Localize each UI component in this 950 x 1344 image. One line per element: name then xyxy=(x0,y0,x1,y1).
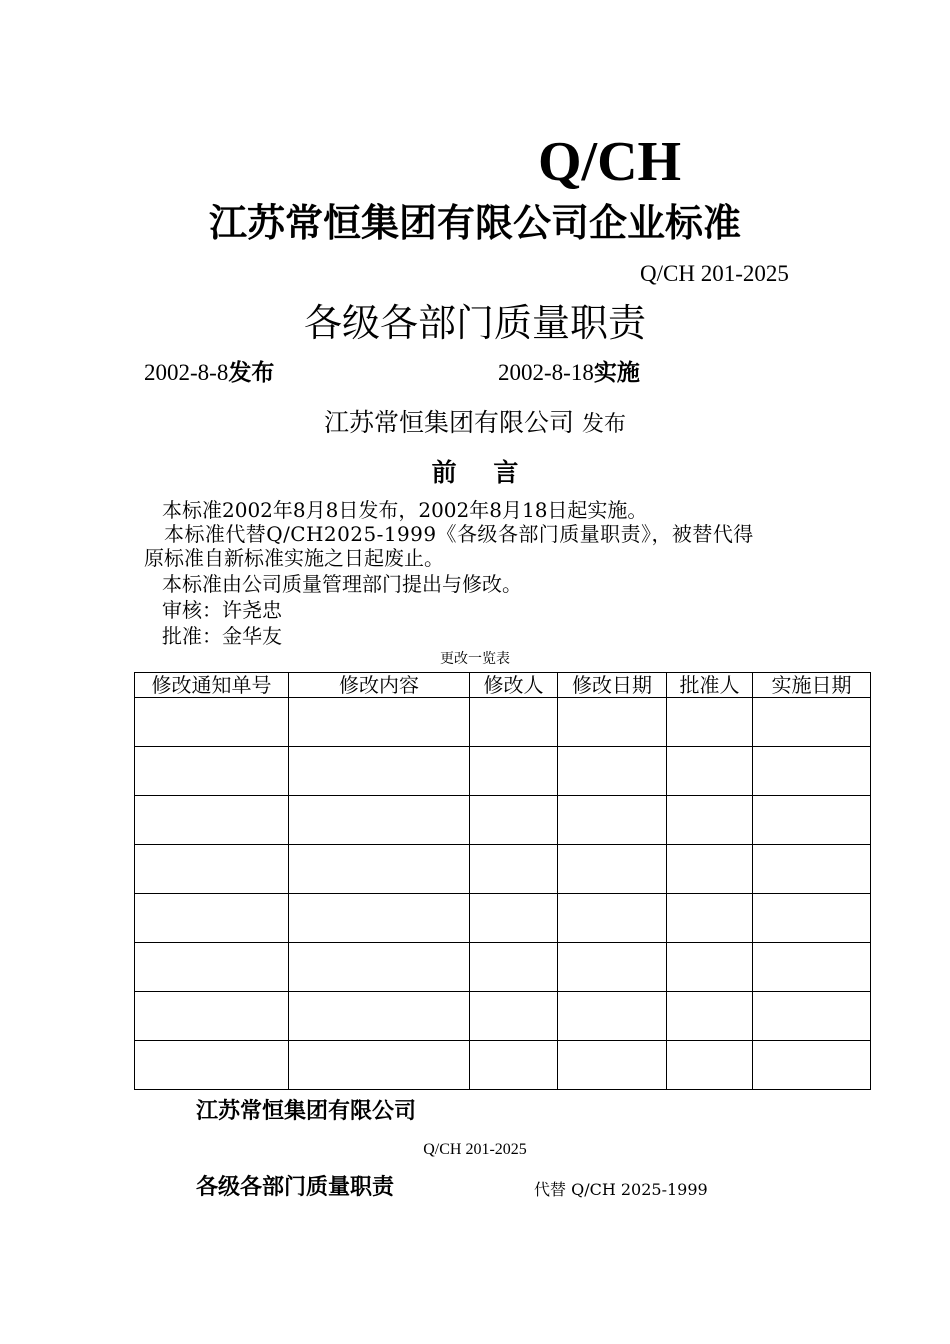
publish-date xyxy=(144,358,274,388)
company-standard-heading: 江苏常恒集团有限公司企业标准 xyxy=(208,201,741,245)
preface-line: 原标准自新标准实施之日起废止。 xyxy=(144,546,444,570)
table-cell xyxy=(289,1041,470,1090)
publisher-suffix: 发布 xyxy=(581,412,626,437)
table-row xyxy=(135,1041,871,1090)
column-header: 修改通知单号 xyxy=(135,673,289,698)
footer-title: 各级各部门质量职责 xyxy=(196,1175,395,1200)
preface-line: 本标准代替Q/CH2025-1999《各级各部门质量职责》，被替代得 xyxy=(164,522,754,546)
table-cell xyxy=(135,943,289,992)
table-cell xyxy=(667,943,753,992)
table-cell xyxy=(135,992,289,1041)
publisher-name: 江苏常恒集团有限公司 xyxy=(324,408,575,437)
table-cell xyxy=(753,747,871,796)
table-cell xyxy=(289,894,470,943)
column-header: 实施日期 xyxy=(753,673,871,698)
column-header: 修改人 xyxy=(470,673,558,698)
table-cell xyxy=(558,845,667,894)
table-cell xyxy=(289,992,470,1041)
table-cell xyxy=(470,747,558,796)
publish-date-value: 2002-8-8 xyxy=(144,360,229,385)
table-row xyxy=(135,796,871,845)
table-cell xyxy=(753,796,871,845)
footer-replaces: 代替 Q/CH 2025-1999 xyxy=(534,1180,708,1199)
footer-company: 江苏常恒集团有限公司 xyxy=(196,1099,417,1124)
table-cell xyxy=(558,894,667,943)
preface-line: 本标准2002年8月8日发布，2002年8月18日起实施。 xyxy=(162,498,648,522)
table-cell xyxy=(289,698,470,747)
table-cell xyxy=(558,796,667,845)
table-cell xyxy=(558,698,667,747)
table-cell xyxy=(135,698,289,747)
standard-number: Q/CH 201-2025 xyxy=(640,261,789,286)
table-cell xyxy=(289,943,470,992)
table-cell xyxy=(753,1041,871,1090)
preface-title: 前 言 xyxy=(431,458,533,487)
table-cell xyxy=(470,894,558,943)
implement-date-label: 实施 xyxy=(593,360,640,386)
table-row xyxy=(135,894,871,943)
table-cell xyxy=(470,796,558,845)
table-row xyxy=(135,943,871,992)
table-cell xyxy=(667,845,753,894)
table-cell xyxy=(289,845,470,894)
table-cell xyxy=(558,747,667,796)
table-cell xyxy=(753,992,871,1041)
table-cell xyxy=(753,894,871,943)
table-cell xyxy=(667,747,753,796)
table-cell xyxy=(558,992,667,1041)
table-cell xyxy=(558,943,667,992)
table-cell xyxy=(667,698,753,747)
standard-code: Q/CH xyxy=(538,131,682,193)
table-cell xyxy=(135,747,289,796)
table-cell xyxy=(135,845,289,894)
table-row xyxy=(135,992,871,1041)
preface-line: 本标准由公司质量管理部门提出与修改。 xyxy=(162,572,522,596)
table-cell xyxy=(470,1041,558,1090)
table-cell xyxy=(753,845,871,894)
table-cell xyxy=(470,698,558,747)
table-row xyxy=(135,747,871,796)
table-row xyxy=(135,845,871,894)
publish-date-label: 发布 xyxy=(228,360,275,386)
implement-date xyxy=(498,358,640,388)
table-header-row xyxy=(135,673,871,698)
table-cell xyxy=(667,894,753,943)
table-caption: 更改一览表 xyxy=(440,651,510,667)
table-cell xyxy=(135,894,289,943)
table-cell xyxy=(289,747,470,796)
footer-standard-number: Q/CH 201-2025 xyxy=(423,1141,527,1158)
table-cell xyxy=(470,845,558,894)
column-header: 批准人 xyxy=(667,673,753,698)
preface-line: 批准：金华友 xyxy=(162,624,282,648)
table-cell xyxy=(135,796,289,845)
table-cell xyxy=(667,1041,753,1090)
publisher-line xyxy=(0,405,950,443)
table-cell xyxy=(753,943,871,992)
table-cell xyxy=(470,943,558,992)
change-list-table xyxy=(134,672,871,1090)
implement-date-value: 2002-8-18 xyxy=(498,360,594,385)
column-header: 修改内容 xyxy=(289,673,470,698)
table-cell xyxy=(135,1041,289,1090)
table-row xyxy=(135,698,871,747)
table-cell xyxy=(289,796,470,845)
table-cell xyxy=(470,992,558,1041)
document-title: 各级各部门质量职责 xyxy=(303,301,646,345)
table-cell xyxy=(667,992,753,1041)
preface-line: 审核：许尧忠 xyxy=(162,598,282,622)
column-header: 修改日期 xyxy=(558,673,667,698)
table-cell xyxy=(667,796,753,845)
table-cell xyxy=(753,698,871,747)
table-cell xyxy=(558,1041,667,1090)
